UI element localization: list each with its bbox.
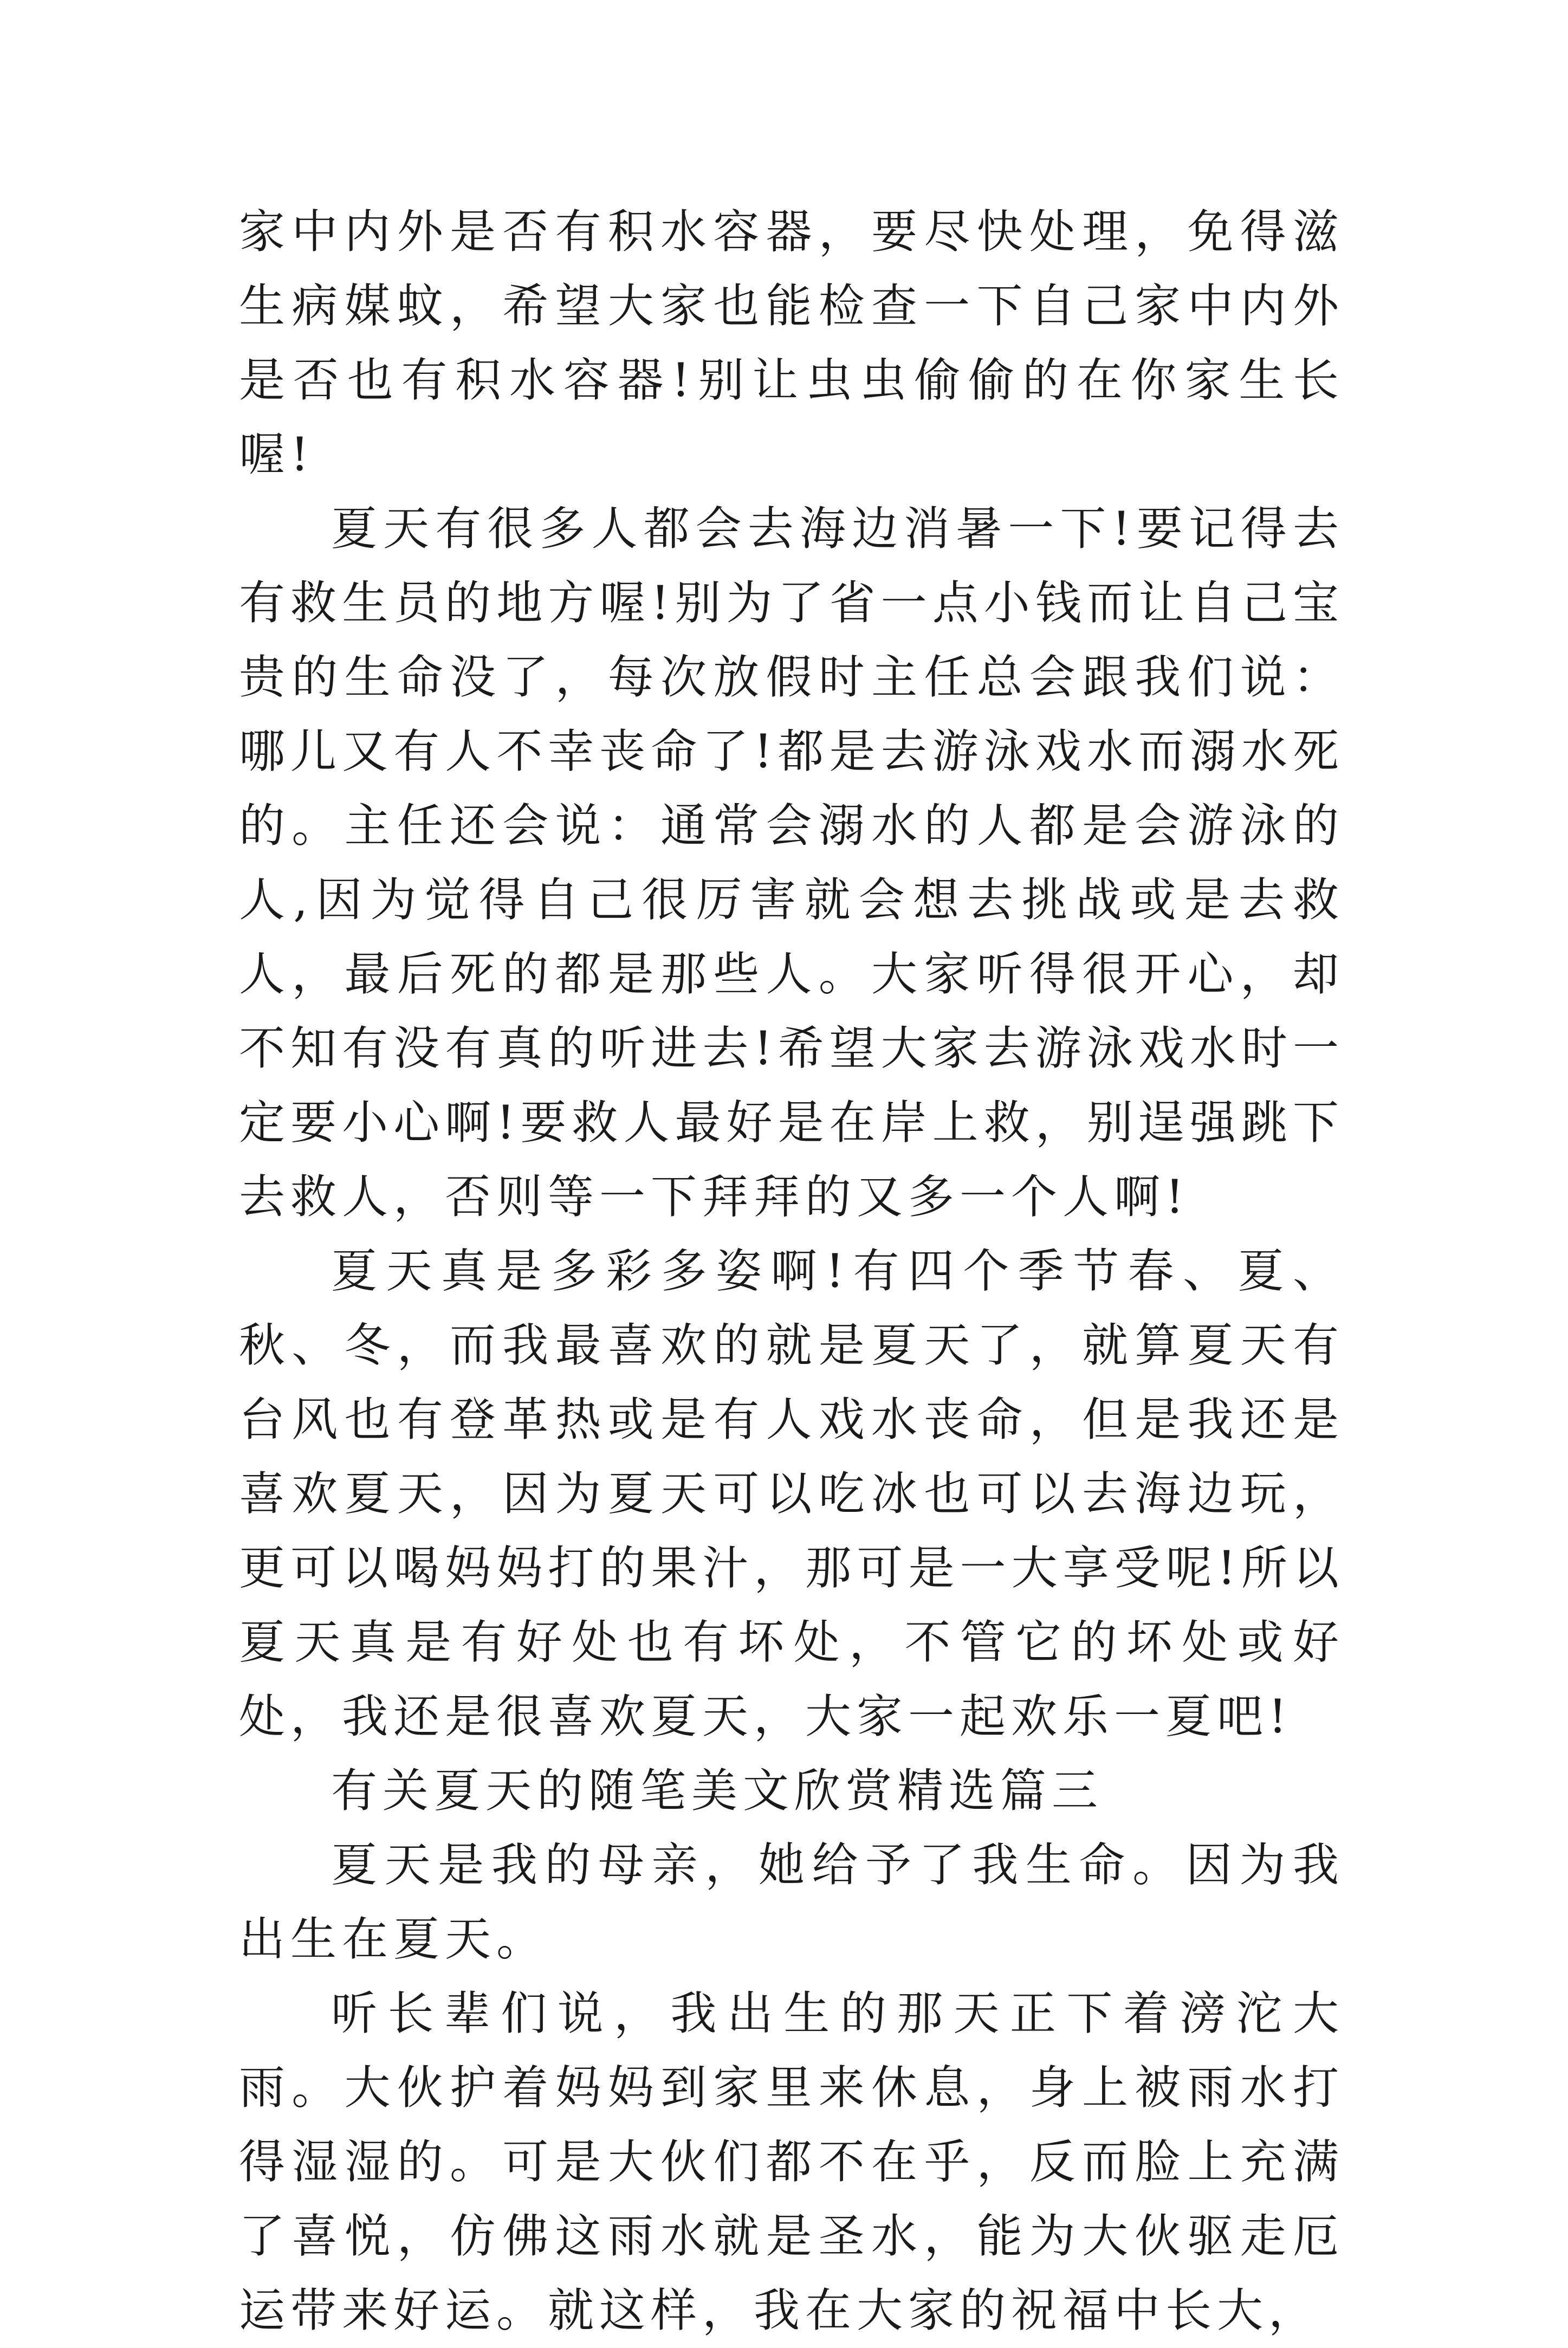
- paragraph-3: 夏天真是多彩多姿啊!有四个季节春、夏、秋、冬，而我最喜欢的就是夏天了，就算夏天有台风也有登革热或是有人戏水丧命，但是我还是喜欢夏天，因为夏天可以吃冰也可以去海边玩，更可以喝妈妈打的果汁，那可是一大享受呢!所以夏天真是有好处也有坏处，不管它的坏处或好处，我还是很喜欢夏天，大家一起欢乐一夏吧!: [239, 1245, 1344, 1744]
- paragraph-1: 家中内外是否有积水容器，要尽快处理，免得滋生病媒蚊，希望大家也能检查一下自己家中内外是否也有积水容器!别让虫虫偷偷的在你家生长喔!: [239, 205, 1344, 482]
- paragraph-4: 夏天是我的母亲，她给予了我生命。因为我出生在夏天。: [239, 1839, 1344, 1967]
- paragraph-5: 听长辈们说，我出生的那天正下着滂沱大雨。大伙护着妈妈到家里来休息，身上被雨水打得湿湿的。可是大伙们都不在乎，反而脸上充满了喜悦，仿佛这雨水就是圣水，能为大伙驱走厄运带来好运。就这样，我在大家的祝福中长大，: [239, 1987, 1344, 2338]
- section-heading: 有关夏天的随笔美文欣赏精选篇三: [331, 1764, 1104, 1818]
- paragraph-2: 夏天有很多人都会去海边消暑一下!要记得去有救生员的地方喔!别为了省一点小钱而让自己宝贵的生命没了，每次放假时主任总会跟我们说：哪儿又有人不幸丧命了!都是去游泳戏水而溺水死的。主任还会说：通常会溺水的人都是会游泳的人,因为觉得自己很厉害就会想去挑战或是去救人，最后死的都是那些人。大家听得很开心，却不知有没有真的听进去!希望大家去游泳戏水时一定要小心啊!要救人最好是在岸上救，别逞强跳下去救人，否则等一下拜拜的又多一个人啊!: [239, 502, 1344, 1224]
- body-text: [239, 195, 1344, 2348]
